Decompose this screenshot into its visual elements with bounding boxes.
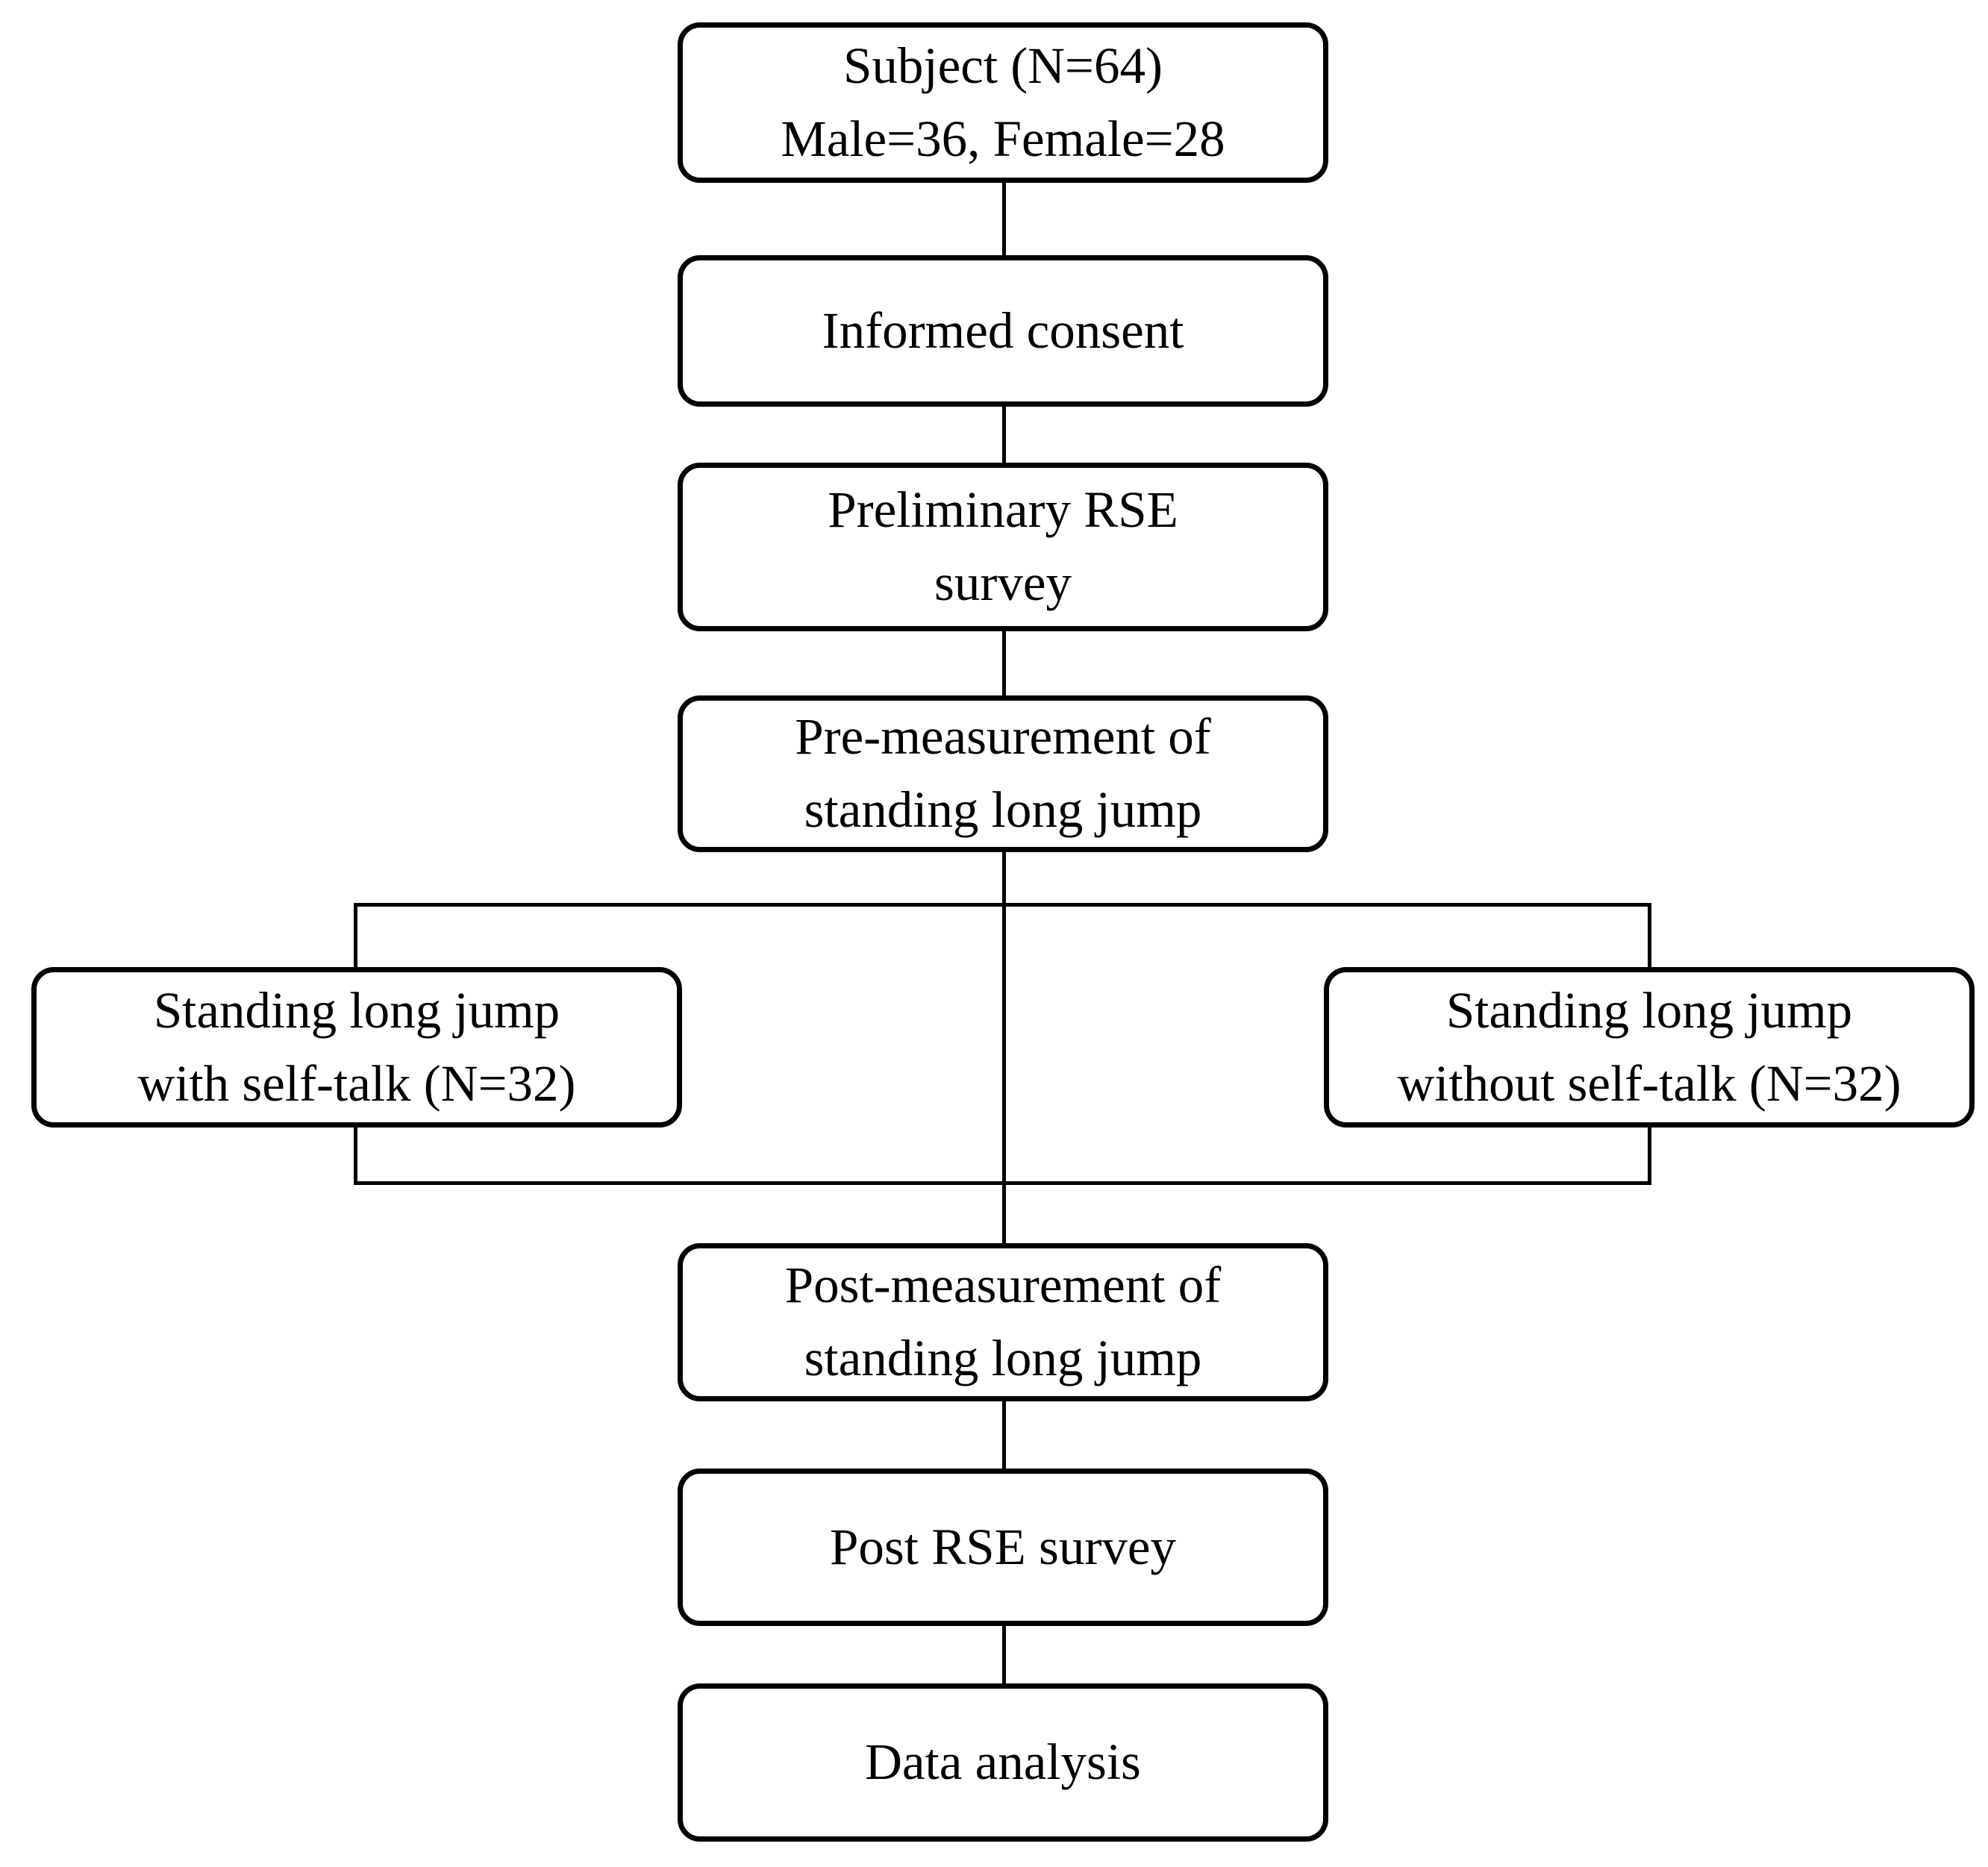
node-subject-line1: Subject (N=64) bbox=[843, 37, 1163, 94]
node-with-self-talk-line2: with self-talk (N=32) bbox=[137, 1054, 576, 1112]
node-pre-measurement bbox=[678, 695, 1328, 852]
connector-consent-to-prelim bbox=[1002, 405, 1006, 464]
node-post-measurement bbox=[678, 1243, 1328, 1401]
node-with-self-talk bbox=[31, 967, 682, 1128]
node-pre-measurement-line2: standing long jump bbox=[804, 781, 1202, 838]
node-without-self-talk-line2: without self-talk (N=32) bbox=[1397, 1054, 1901, 1112]
node-post-rse-survey-line1: Post RSE survey bbox=[830, 1518, 1176, 1575]
branch-rail-top bbox=[354, 903, 1651, 907]
node-data-analysis bbox=[678, 1683, 1328, 1842]
connector-premeasure-to-postmeasure bbox=[1002, 851, 1006, 1245]
node-pre-measurement-line1: Pre-measurement of bbox=[795, 708, 1211, 766]
node-data-analysis-line1: Data analysis bbox=[865, 1733, 1141, 1791]
node-preliminary-rse-survey-line1: Preliminary RSE bbox=[828, 481, 1178, 539]
node-subject bbox=[678, 22, 1328, 183]
node-preliminary-rse-survey-line2: survey bbox=[934, 554, 1072, 611]
node-informed-consent-line1: Informed consent bbox=[822, 301, 1184, 359]
branch-rail-bottom bbox=[354, 1181, 1651, 1185]
branch-stub-right-top bbox=[1648, 903, 1651, 969]
connector-postmeasure-to-postrse bbox=[1002, 1400, 1006, 1470]
node-informed-consent bbox=[678, 255, 1328, 407]
node-post-measurement-line2: standing long jump bbox=[804, 1330, 1202, 1386]
node-without-self-talk bbox=[1324, 967, 1975, 1128]
node-without-self-talk-line1: Standing long jump bbox=[1445, 981, 1853, 1039]
branch-stub-left-top bbox=[354, 903, 357, 969]
branch-stub-left-bottom bbox=[354, 1126, 357, 1183]
branch-stub-right-bottom bbox=[1648, 1126, 1651, 1183]
node-post-rse-survey bbox=[678, 1469, 1328, 1626]
node-preliminary-rse-survey bbox=[678, 463, 1328, 631]
connector-prelim-to-premeasure bbox=[1002, 630, 1006, 697]
node-post-measurement-line1: Post-measurement of bbox=[784, 1257, 1222, 1314]
node-subject-line2: Male=36, Female=28 bbox=[781, 110, 1225, 167]
node-with-self-talk-line1: Standing long jump bbox=[153, 981, 560, 1039]
connector-postrse-to-dataanalysis bbox=[1002, 1624, 1006, 1685]
connector-subject-to-consent bbox=[1002, 181, 1006, 257]
